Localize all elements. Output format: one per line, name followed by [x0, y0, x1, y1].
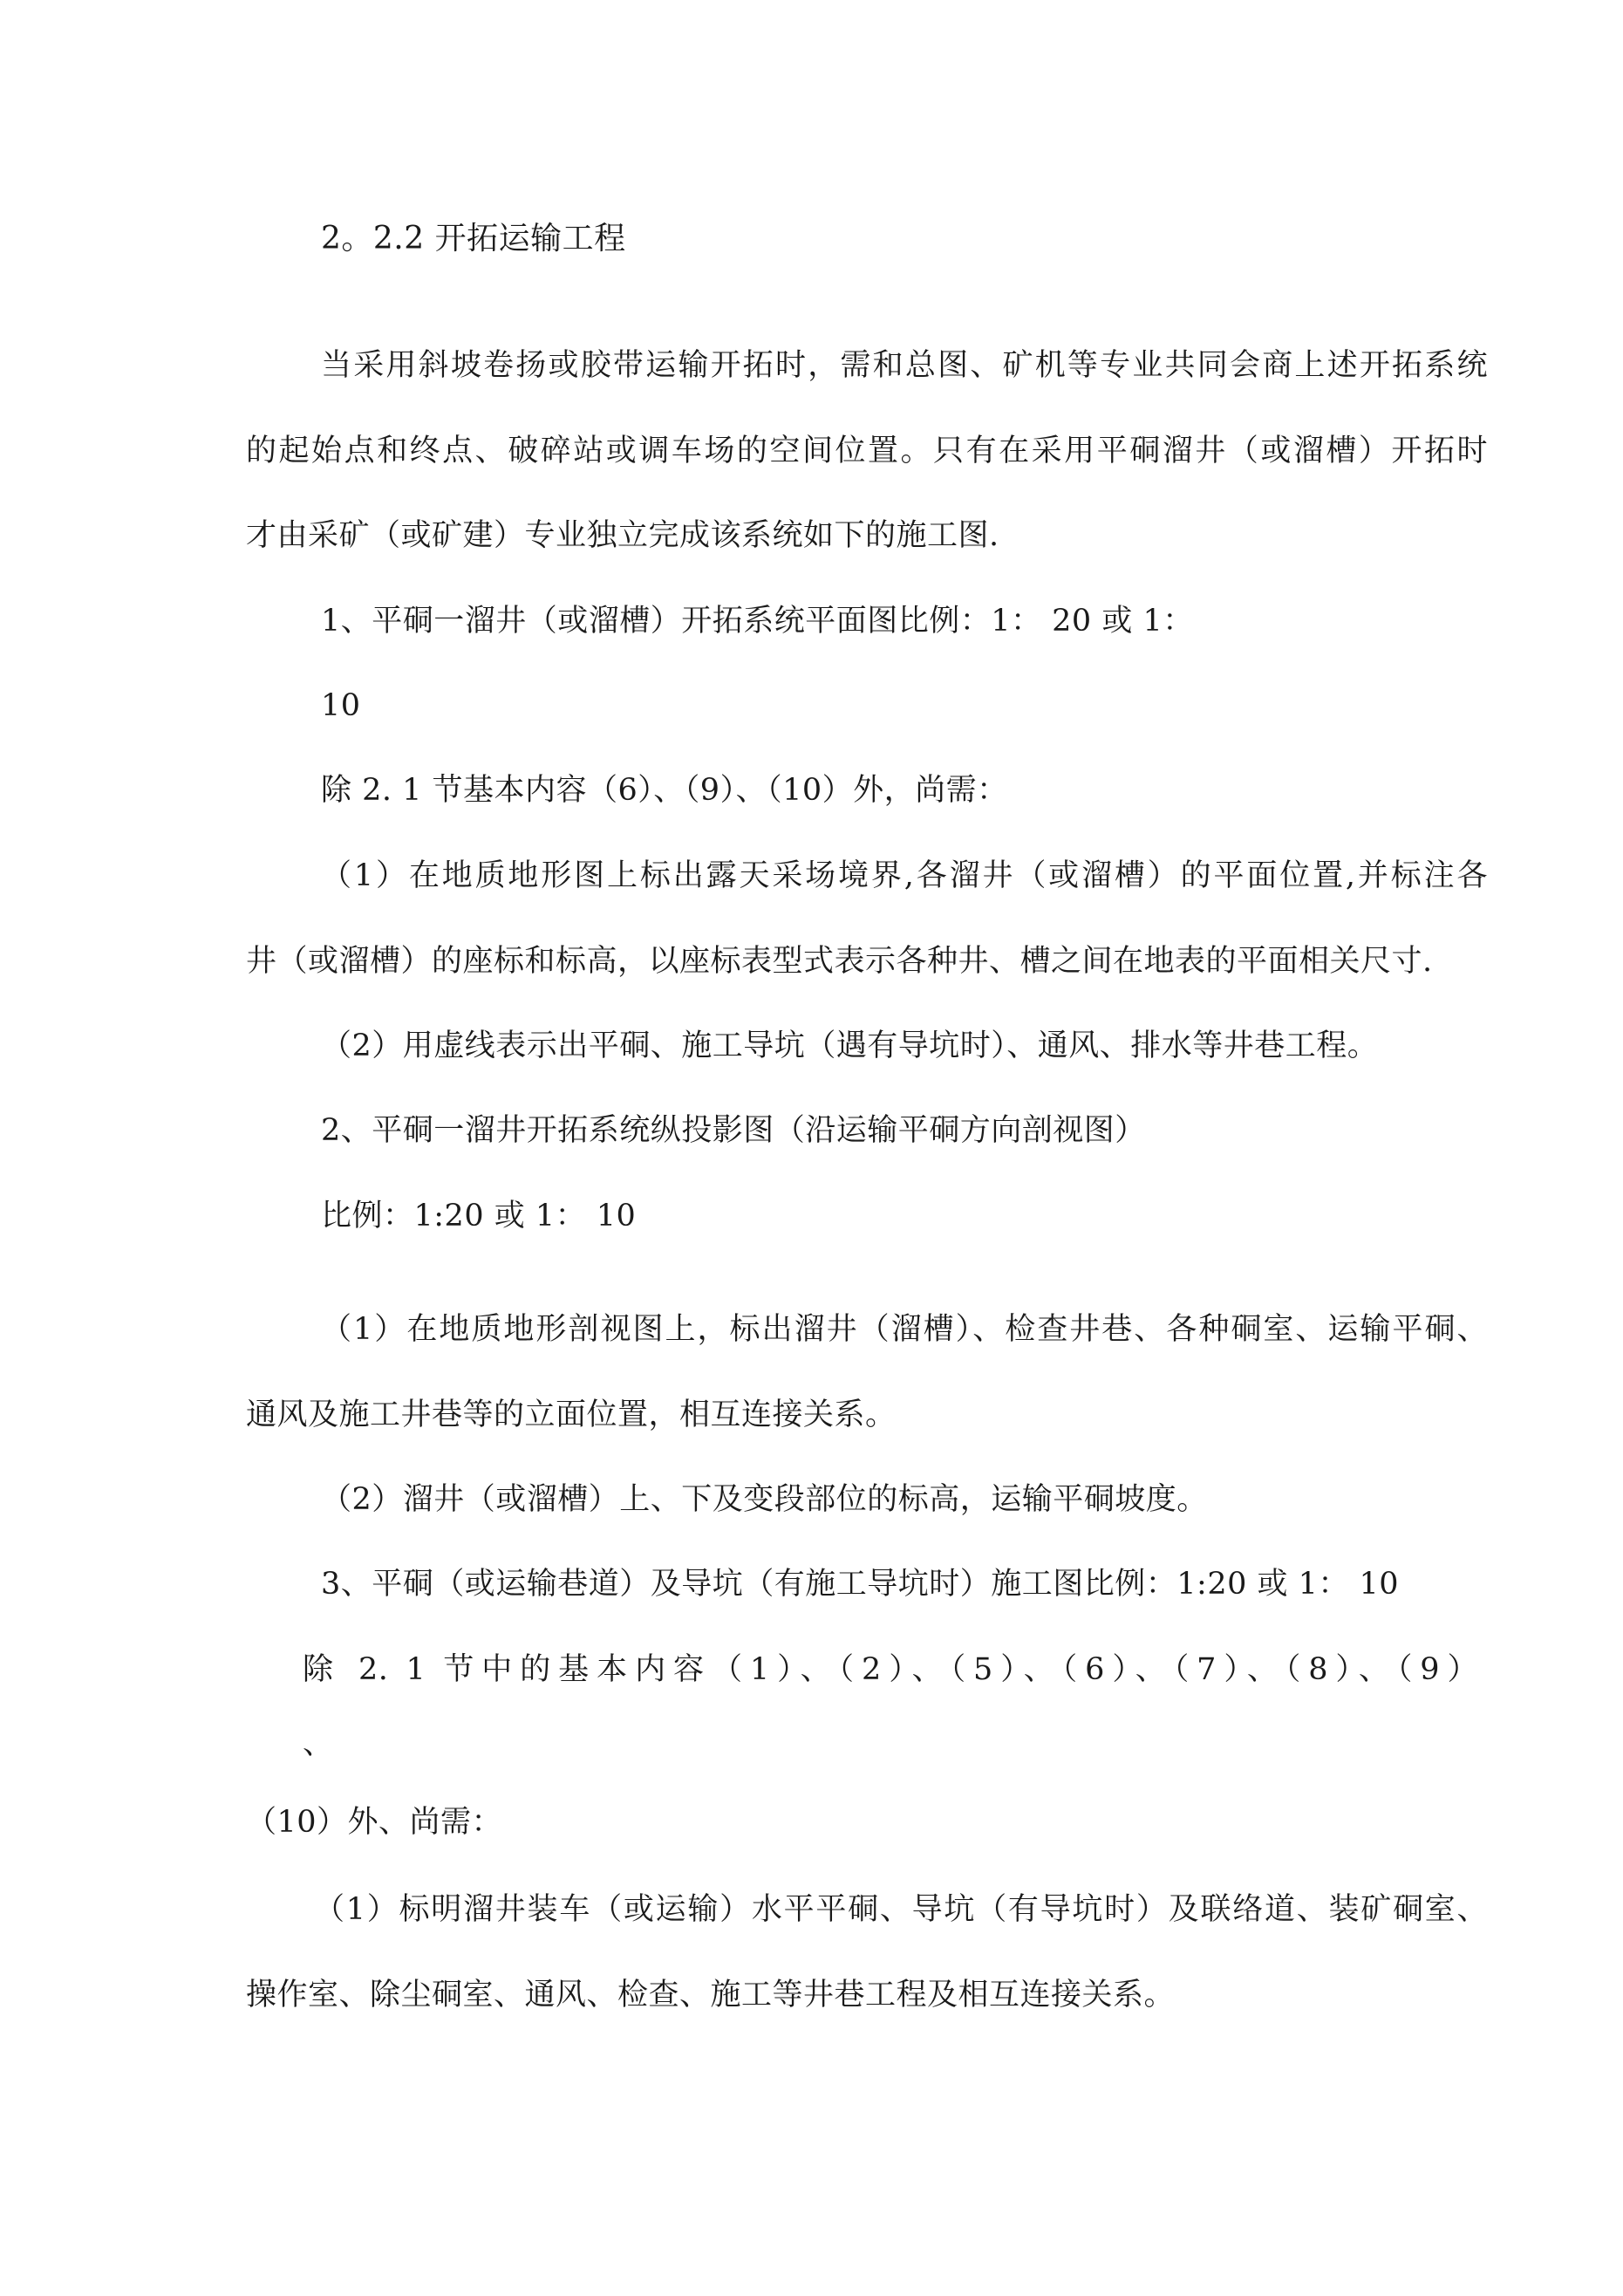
list-item-heading: 3、平硐（或运输巷道）及导坑（有施工导坑时）施工图比例：1:20 或 1： 10 — [321, 1567, 1400, 1602]
paragraph-line: 当采用斜坡卷扬或胶带运输开拓时，需和总图、矿机等专业共同会商上述开拓系统 — [321, 348, 1488, 383]
paragraph-line: 井（或溜槽）的座标和标高，以座标表型式表示各种井、槽之间在地表的平面相关尺寸. — [246, 944, 1433, 979]
paragraph-line: 除 2. 1 节基本内容（6）、（9）、（10）外，尚需： — [321, 773, 1008, 808]
paragraph-line: （1）在地质地形图上标出露天采场境界,各溜井（或溜槽）的平面位置,并标注各 — [321, 858, 1488, 893]
paragraph-line: 操作室、除尘硐室、通风、检查、施工等井巷工程及相互连接关系。 — [246, 1978, 1176, 2012]
paragraph-line: （1）在地质地形剖视图上，标出溜井（溜槽）、检查井巷、各种硐室、运输平硐、 — [321, 1312, 1488, 1347]
paragraph-line: 除 2. 1 节中的基本内容（1）、（2）、（5）、（6）、（7）、（8）、（9） — [303, 1652, 1478, 1687]
paragraph-line: 的起始点和终点、破碎站或调车场的空间位置。只有在采用平硐溜井（或溜槽）开拓时 — [246, 434, 1488, 468]
paragraph-line: （1）标明溜井装车（或运输）水平平硐、导坑（有导坑时）及联络道、装矿硐室、 — [314, 1892, 1488, 1927]
paragraph-line: 才由采矿（或矿建）专业独立完成该系统如下的施工图. — [246, 518, 999, 553]
paragraph-line: （10）外、尚需： — [246, 1805, 503, 1840]
section-title: 2。2.2 开拓运输工程 — [321, 221, 626, 256]
list-item-heading: 2、平硐一溜井开拓系统纵投影图（沿运输平硐方向剖视图） — [321, 1113, 1146, 1148]
paragraph-line: （2）用虚线表示出平硐、施工导坑（遇有导坑时）、通风、排水等井巷工程。 — [321, 1028, 1379, 1063]
paragraph-line: 比例：1:20 或 1： 10 — [321, 1199, 637, 1233]
list-item-heading: 1、平硐一溜井（或溜槽）开拓系统平面图比例：1： 20 或 1： — [321, 604, 1194, 639]
paragraph-line: （2）溜井（或溜槽）上、下及变段部位的标高，运输平硐坡度。 — [321, 1482, 1208, 1517]
paragraph-line: 、 — [303, 1726, 334, 1761]
paragraph-line: 10 — [321, 688, 361, 723]
paragraph-line: 通风及施工井巷等的立面位置，相互连接关系。 — [246, 1397, 897, 1432]
